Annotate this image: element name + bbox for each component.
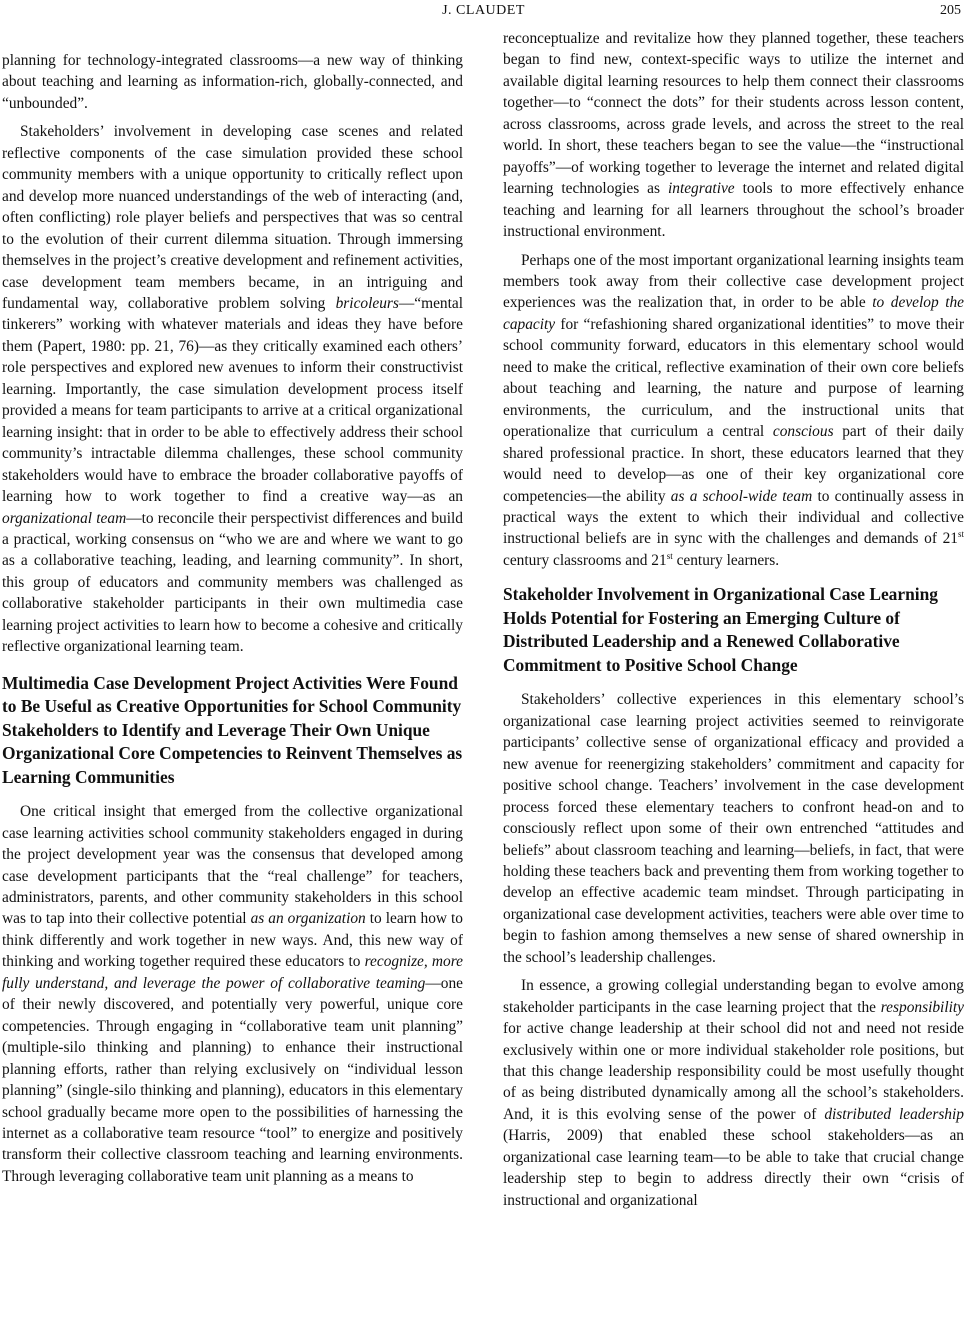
paragraph bbox=[503, 975, 964, 1211]
emphasis-text: to develop the capacity bbox=[503, 294, 965, 333]
emphasis-text: as a school-wide team bbox=[670, 487, 813, 505]
paragraph bbox=[503, 689, 964, 968]
emphasis-text: integrative bbox=[667, 180, 735, 198]
paragraph-text: In essence, a growing collegial understanding began to evolve among stakeholder participants in the case learning project that the bbox=[503, 977, 964, 1016]
paragraph-text: tools to more effectively enhance teaching and learning for all learners throughout the school’s broader instructional environment. bbox=[503, 180, 964, 241]
section-heading: Stakeholder Involvement in Organizational Case Learning Holds Potential for Fostering an Emerging Culture of Distributed Leadership and a Renewed Collaborative Commitment to Positive School Change bbox=[503, 584, 938, 675]
paragraph bbox=[503, 28, 964, 243]
paragraph bbox=[2, 121, 463, 657]
paragraph-text: Stakeholders’ involvement in developing case scenes and related reflective components of the case simulation provided these school community members with a unique opportunity to critically reflect upon and develop more nuanced understandings of the web of interacting (and, often conflicting) role player beliefs and perspectives that was so central to the evolution of their current dilemma situation. Through immersing themselves in the project’s creative development and refinement activities, case development team members became, in an intriguing and fundamental way, collaborative problem solving bbox=[2, 123, 463, 312]
paragraph-text: Stakeholders’ collective experiences in this elementary school’s organizational case learning project activities seemed to reinvigorate participants’ collective sense of organizational efficacy and provided a new avenue for reenergizing stakeholders’ commitment and capacity for positive school change. Teachers’ involvement in the case development process forced these elementary teachers to confront head-on and to consciously reflect upon some of their own entrenched “attitudes and beliefs” about classroom teaching and learning—beliefs, in fact, that were holding these teachers back and preventing them from working together to develop an effective academic team mindset. Through participating in organizational case development activities, teachers were able over time to begin to fashion among themselves a new sense of shared ownership in the school’s leadership challenges. bbox=[503, 691, 964, 966]
paragraph bbox=[503, 250, 964, 572]
paragraph-text: for active change leadership at their school did not and need not reside exclusively within one or more individual stakeholder role positions, but that this change leadership responsibility could be most usefully thought of as being distributed dynamically among all the school’s stakeholders. And, it is this evolving sense of the power of bbox=[503, 1020, 964, 1123]
emphasis-text: responsibility bbox=[880, 998, 964, 1016]
paragraph-text: century classrooms and 21 bbox=[503, 551, 667, 569]
emphasis-text: conscious bbox=[772, 423, 834, 441]
emphasis-text: as an organization bbox=[250, 910, 366, 928]
paragraph-text: part of their daily shared professional practice. In short, these educators learned that they would need to develop—as one of their key organizational core competencies—the ability bbox=[503, 423, 964, 505]
paragraph bbox=[2, 801, 463, 1187]
paragraph bbox=[2, 50, 463, 114]
emphasis-text: recognize, more fully understand, and leverage the power of collaborative teaming bbox=[2, 953, 463, 992]
page-number: 205 bbox=[940, 3, 961, 18]
emphasis-text: organizational team bbox=[2, 509, 127, 527]
paragraph-text: to continually assess in practical ways the extent to which their individual and collective instructional beliefs are in sync with the challenges and demands of 21 bbox=[503, 487, 965, 548]
paragraph-text: planning for technology-integrated classrooms—a new way of thinking about teaching and learning as information-rich, globally-connected, and “unbounded”. bbox=[2, 52, 463, 112]
superscript: st bbox=[666, 550, 673, 561]
left-column bbox=[2, 50, 463, 1187]
paragraph-text: One critical insight that emerged from the collective organizational case learning activities school community stakeholders engaged in during the project development year was the consensus that developed among case development participants that the “real challenge” for teachers, administrators, parents, and other community stakeholders in this school was to tap into their collective potential bbox=[2, 803, 463, 928]
paragraph-text: for “refashioning shared organizational identities” to move their school community forward, educators in this elementary school would need to make the critical, reflective examination of their own core beliefs about teaching and learning, the nature and purpose of learning environments, the curriculum, and the instructional units that operationalize that curriculum a central bbox=[503, 315, 964, 441]
paragraph-text: —“mental tinkerers” working with whatever materials and ideas they have before them (Papert, 1980: pp. 21, 76)—as they critically examined each others’ role perspectives and explored new avenues to inform their constructivist learning. Importantly, the case simulation development process itself provided a means for team participants to arrive at a critical organizational learning insight: that in order to be able to effectively address their school community’s intractable dilemma challenges, these school community stakeholders would have to embrace the broader collaborative payoffs of learning how to work together to find a creative way—as an bbox=[2, 294, 463, 506]
running-header bbox=[0, 0, 967, 22]
paragraph-text: —one of their newly discovered, and potentially very powerful, unique core competencies. Through engaging in “collaborative team unit planning” (multiple-silo thinking and planning) to enhance their instructional planning efforts, rather than relying exclusively on “individual lesson planning” (single-silo thinking and planning), educators in this elementary school gradually became more open to the possibilities of harnessing the internet as a collaborative team resource “tool” to energize and positively transform their collective classroom teaching and learning environments. Through leveraging collaborative team unit planning as a means to bbox=[2, 974, 463, 1185]
section-heading: Multimedia Case Development Project Activities Were Found to Be Useful as Creative Opportunities for School Community Stakeholders to Identify and Leverage Their Own Unique Organizational Core Competencies to Reinvent Themselves as Learning Communities bbox=[2, 672, 463, 787]
superscript: st bbox=[957, 529, 964, 540]
paragraph-text: reconceptualize and revitalize how they planned together, these teachers began to find new, context-specific ways to utilize the internet and available digital learning resources to help them connect their classrooms together—to “connect the dots” for their students across lesson content, across classrooms, across grade levels, and across the street to the real world. In short, these teachers began to see the value—the “instructional payoffs”—of working together to leverage the internet and related digital learning technologies as bbox=[503, 30, 964, 198]
paragraph-text: to learn how to think differently and work together in new ways. And, this new way of thinking and working together required these educators to bbox=[2, 910, 463, 971]
paragraph-text: century learners. bbox=[672, 551, 780, 569]
right-column bbox=[503, 28, 964, 1211]
running-header-author: J. CLAUDET bbox=[442, 3, 525, 18]
emphasis-text: distributed leadership bbox=[824, 1105, 964, 1123]
paragraph-text: Perhaps one of the most important organizational learning insights team members took away from their collective case development project experiences was the realization that, in order to be able bbox=[503, 251, 964, 312]
paragraph-text: —to reconcile their perspectivist differences and build a practical, working consensus on “who we are and where we want to go as a collaborative teaching, leading, and learning community”. In short, this group of educators and community members was challenged as collaborative stakeholder participants in their own multimedia case learning project activities to learn how to become a cohesive and critically reflective organizational learning team. bbox=[2, 509, 463, 656]
paragraph-text: (Harris, 2009) that enabled these school stakeholders—as an organizational case learning team—to be able to take that crucial change leadership step to begin to address directly their own “crisis of instructional and organizational bbox=[503, 1127, 964, 1209]
emphasis-text: bricoleurs bbox=[335, 294, 399, 312]
